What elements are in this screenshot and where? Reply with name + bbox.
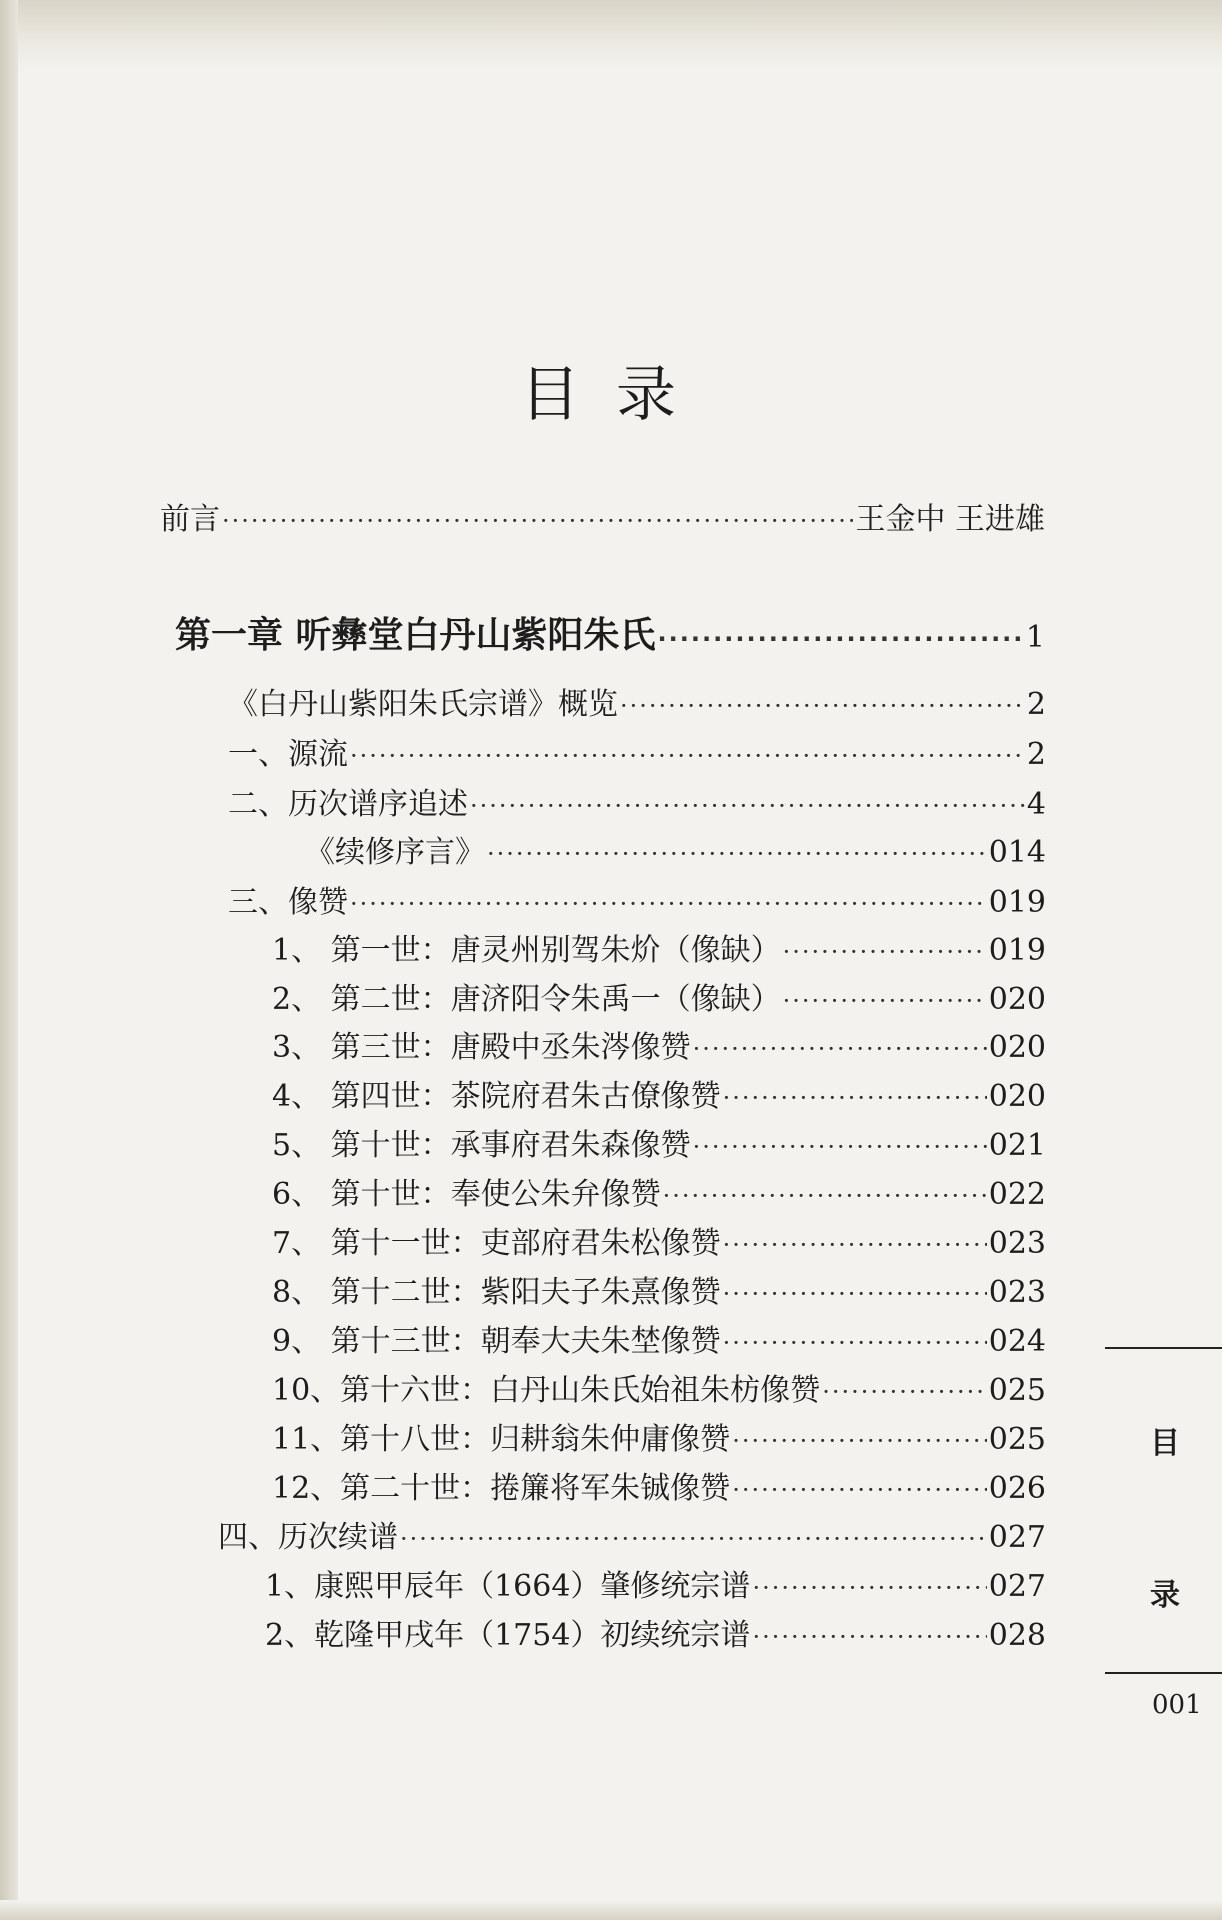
leader-dots [752, 1625, 986, 1649]
toc-page: 022 [988, 1177, 1046, 1212]
toc-row [272, 1128, 1046, 1163]
toc-page: 025 [988, 1422, 1046, 1457]
toc-label: 8、 第十二世：紫阳夫子朱熹像赞 [272, 1275, 721, 1310]
page-title: 目录 [520, 360, 712, 430]
toc-page: 027 [988, 1520, 1046, 1555]
toc-row [272, 1471, 1046, 1506]
toc-row [228, 737, 1046, 772]
toc-page: 025 [988, 1373, 1046, 1408]
toc-page: 027 [988, 1569, 1046, 1604]
toc-label: 前言 [160, 502, 220, 537]
toc-label: 2、 第二世：唐济阳令朱禹一（像缺） [272, 982, 781, 1017]
toc-page: 020 [988, 1030, 1046, 1065]
toc-label: 二、历次谱序追述 [228, 787, 468, 822]
leader-dots [222, 509, 853, 533]
toc-label: 6、 第十世：奉使公朱弁像赞 [272, 1177, 661, 1212]
toc-label: 一、源流 [228, 737, 348, 772]
toc-row [265, 1569, 1046, 1604]
toc-page: 023 [988, 1226, 1046, 1261]
toc-label: 12、第二十世：捲簾将军朱铖像赞 [272, 1471, 731, 1506]
toc-row-chapter [175, 615, 1045, 656]
toc-label: 《白丹山紫阳朱氏宗谱》概览 [228, 687, 618, 722]
toc-label: 第一章 听彝堂白丹山紫阳朱氏 [175, 615, 656, 656]
toc-row [218, 1520, 1046, 1555]
toc-page: 026 [988, 1471, 1046, 1506]
toc-row [305, 835, 1046, 870]
leader-dots [732, 1478, 987, 1502]
toc-label: 5、 第十世：承事府君朱森像赞 [272, 1128, 691, 1163]
page-edge-top [0, 0, 1222, 70]
toc-label: 9、 第十三世：朝奉大夫朱埜像赞 [272, 1324, 721, 1359]
toc-row [272, 1422, 1046, 1457]
toc-label: 7、 第十一世：吏部府君朱松像赞 [272, 1226, 721, 1261]
toc-page: 020 [988, 982, 1046, 1017]
leader-dots [693, 1135, 987, 1159]
toc-row [265, 1618, 1046, 1653]
toc-row [272, 1373, 1046, 1408]
toc-row [228, 687, 1046, 722]
toc-row [272, 1030, 1046, 1065]
toc-row-preface [160, 502, 1045, 537]
toc-page: 4 [1026, 787, 1046, 822]
leader-dots [350, 892, 987, 916]
toc-page: 王金中 王进雄 [855, 502, 1045, 537]
toc-label: 4、 第四世：茶院府君朱古僚像赞 [272, 1079, 721, 1114]
toc-row [272, 1079, 1046, 1114]
toc-page: 019 [988, 885, 1046, 920]
toc-label: 3、 第三世：唐殿中丞朱涔像赞 [272, 1030, 691, 1065]
toc-label: 11、第十八世：归耕翁朱仲庸像赞 [272, 1422, 731, 1457]
toc-page: 021 [988, 1128, 1046, 1163]
side-rule-top [1105, 1347, 1222, 1349]
leader-dots [350, 744, 1025, 768]
toc-page: 028 [988, 1618, 1046, 1653]
toc-row [272, 982, 1046, 1017]
toc-page: 1 [1025, 620, 1045, 655]
leader-dots [400, 1527, 987, 1551]
leader-dots [658, 627, 1024, 651]
toc-row [228, 787, 1046, 822]
leader-dots [732, 1429, 987, 1453]
toc-row [272, 933, 1046, 968]
toc-page: 2 [1026, 687, 1046, 722]
page-number: 001 [1152, 1690, 1202, 1720]
side-tab-char: 录 [1150, 1578, 1180, 1613]
leader-dots [487, 842, 987, 866]
toc-label: 《续修序言》 [305, 835, 485, 870]
toc-row [272, 1275, 1046, 1310]
toc-row [272, 1177, 1046, 1212]
toc-page: 014 [988, 835, 1046, 870]
toc-row [272, 1226, 1046, 1261]
toc-page: 2 [1026, 737, 1046, 772]
leader-dots [752, 1576, 986, 1600]
toc-label: 四、历次续谱 [218, 1520, 398, 1555]
leader-dots [693, 1037, 987, 1061]
toc-page: 020 [988, 1079, 1046, 1114]
leader-dots [723, 1331, 987, 1355]
toc-label: 2、乾隆甲戌年（1754）初续统宗谱 [265, 1618, 751, 1653]
toc-label: 10、第十六世：白丹山朱氏始祖朱枋像赞 [272, 1373, 821, 1408]
toc-label: 1、康熙甲辰年（1664）肇修统宗谱 [265, 1569, 751, 1604]
toc-label: 1、 第一世：唐灵州别驾朱炌（像缺） [272, 933, 781, 968]
page-edge-left [0, 0, 18, 1920]
toc-row [272, 1324, 1046, 1359]
leader-dots [822, 1380, 987, 1404]
side-rule-bottom [1105, 1672, 1222, 1674]
leader-dots [723, 1233, 987, 1257]
toc-page: 019 [988, 933, 1046, 968]
leader-dots [783, 989, 987, 1013]
side-tab-char: 目 [1150, 1426, 1180, 1461]
leader-dots [663, 1184, 987, 1208]
leader-dots [620, 694, 1025, 718]
leader-dots [723, 1282, 987, 1306]
toc-page: 024 [988, 1324, 1046, 1359]
leader-dots [723, 1086, 987, 1110]
toc-label: 三、像赞 [228, 885, 348, 920]
leader-dots [470, 794, 1025, 818]
toc-page: 023 [988, 1275, 1046, 1310]
page-edge-bottom [0, 1900, 1222, 1920]
leader-dots [783, 940, 987, 964]
toc-row [228, 885, 1046, 920]
